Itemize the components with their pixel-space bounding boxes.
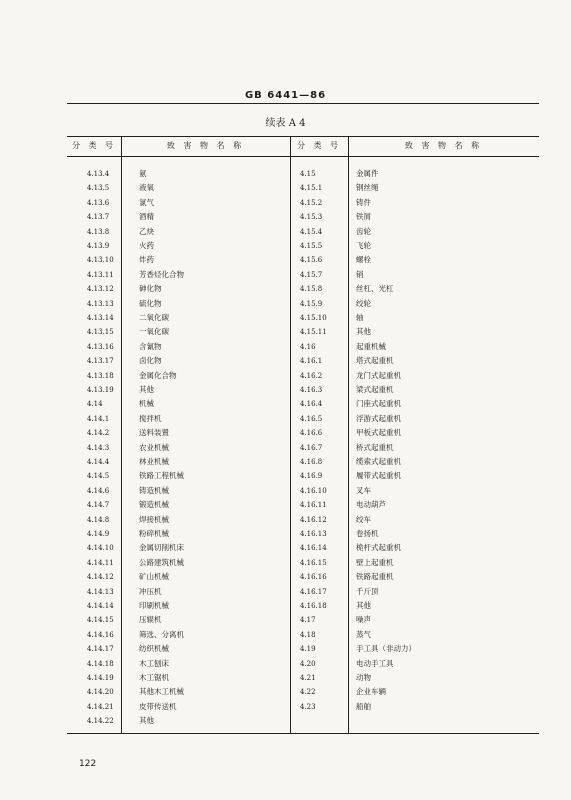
row-code: 4.15.2	[300, 198, 323, 207]
row-name: 千斤顶	[356, 586, 379, 596]
row-name: 蒸气	[356, 629, 371, 639]
row-code: 4.16.13	[300, 530, 327, 538]
row-code: 4.15.8	[300, 285, 323, 294]
row-code: 4.13.17	[87, 357, 114, 366]
row-code: 4.21	[300, 674, 316, 682]
table-top-rule	[67, 136, 539, 137]
row-code: 4.14.19	[87, 674, 114, 682]
row-name: 噪声	[356, 615, 371, 625]
row-code: 4.13.11	[87, 270, 114, 279]
row-code: 4.15.5	[300, 242, 323, 250]
row-name: 绞轮	[356, 298, 371, 308]
row-name: 火药	[139, 241, 154, 250]
row-name: 二氧化碳	[139, 313, 169, 322]
row-name: 龙门式起重机	[356, 370, 401, 380]
row-code: 4.13.10	[87, 256, 114, 265]
table-row	[67, 181, 539, 195]
row-name: 塔式起重机	[356, 356, 394, 366]
row-name: 电动手工具	[356, 658, 394, 668]
row-code: 4.18	[300, 630, 316, 639]
table-row	[67, 513, 539, 527]
header-rule	[67, 103, 539, 104]
row-name: 硫化物	[139, 298, 162, 308]
row-code: 4.20	[300, 659, 316, 668]
row-code: 4.14.4	[87, 458, 110, 466]
row-name: 绞车	[356, 514, 371, 524]
row-code: 4.16.15	[300, 558, 327, 567]
row-code: 4.14.21	[87, 702, 114, 711]
row-code: 4.14.1	[87, 414, 110, 423]
row-name: 缆索式起重机	[356, 457, 401, 466]
row-name: 氨	[139, 169, 147, 178]
row-code: 4.13.18	[87, 371, 114, 380]
row-name: 芳香烃化合物	[139, 269, 184, 279]
row-code: 4.15.1	[300, 184, 323, 193]
table-row	[67, 325, 539, 339]
standard-code: GB 6441—86	[244, 90, 327, 101]
row-code: 4.16.4	[300, 400, 323, 409]
row-code: 4.16.6	[300, 429, 323, 438]
row-code: 4.16.9	[300, 472, 323, 481]
row-code: 4.14.8	[87, 515, 110, 524]
table-row	[67, 369, 539, 383]
table-row	[67, 210, 539, 224]
row-name: 筛选、分离机	[139, 629, 184, 639]
row-code: 4.13.4	[87, 170, 110, 178]
row-code: 4.16.12	[300, 515, 327, 524]
row-code: 4.15	[300, 170, 316, 178]
row-code: 4.14.3	[87, 443, 110, 452]
table-row	[67, 671, 539, 685]
row-name: 纺织机械	[139, 644, 169, 654]
row-code: 4.14.12	[87, 573, 114, 582]
row-code: 4.14.13	[87, 587, 114, 596]
row-name: 卷扬机	[356, 529, 379, 538]
row-name: 乙炔	[139, 226, 154, 236]
row-code: 4.13.16	[87, 342, 114, 351]
row-code: 4.13.7	[87, 213, 110, 222]
row-name: 其他木工机械	[139, 687, 184, 697]
table-row	[67, 469, 539, 483]
table-row	[67, 297, 539, 311]
row-name: 金属化合物	[139, 370, 177, 380]
row-name: 履带式起重机	[356, 471, 401, 481]
row-code: 4.15.7	[300, 270, 323, 279]
row-name: 叉车	[356, 485, 371, 495]
row-name: 电动葫芦	[356, 500, 386, 510]
table-row	[67, 556, 539, 570]
column-header-name-right: 致 害 物 名 称	[404, 141, 483, 150]
row-code: 4.14.20	[87, 688, 114, 697]
row-name: 一氧化碳	[139, 327, 169, 337]
row-code: 4.17	[300, 616, 316, 625]
row-name: 炸药	[139, 255, 154, 265]
row-name: 粉碎机械	[139, 529, 169, 538]
row-name: 桥式起重机	[356, 442, 394, 452]
row-code: 4.16.7	[300, 443, 323, 452]
row-name: 起重机械	[356, 341, 386, 351]
row-name: 含氰物	[139, 341, 162, 351]
row-name: 铁路工程机械	[139, 471, 184, 481]
row-code: 4.16.2	[300, 371, 323, 380]
row-name: 其他	[139, 385, 154, 394]
row-name: 手工具（非动力）	[356, 644, 416, 654]
row-code: 4.16.10	[300, 486, 327, 495]
column-header-name-left: 致 害 物 名 称	[166, 141, 245, 150]
table-header-rule	[67, 156, 539, 157]
row-code: 4.15.9	[300, 299, 323, 308]
row-name: 丝杠、光杠	[356, 284, 394, 294]
table-row	[67, 253, 539, 267]
row-name: 矿山机械	[139, 572, 169, 582]
table-row	[67, 311, 539, 325]
row-name: 铁路起重机	[356, 572, 394, 582]
row-code: 4.16.16	[300, 573, 327, 582]
row-code: 4.15.3	[300, 213, 323, 222]
table-row	[67, 455, 539, 469]
table-row	[67, 599, 539, 613]
row-name: 铁屑	[356, 212, 371, 222]
table-row	[67, 527, 539, 541]
table-row	[67, 685, 539, 699]
row-code: 4.16	[300, 342, 316, 351]
table-row	[67, 268, 539, 282]
row-name: 酒精	[139, 212, 154, 222]
row-name: 送料装置	[139, 428, 169, 438]
row-code: 4.14.18	[87, 659, 114, 668]
table-row	[67, 441, 539, 455]
row-name: 其他	[139, 716, 154, 726]
row-name: 搅拌机	[139, 413, 162, 423]
row-name: 印刷机械	[139, 601, 169, 610]
table-row	[67, 239, 539, 253]
row-code: 4.14.9	[87, 530, 110, 538]
table-row	[67, 700, 539, 714]
row-name: 铸造机械	[139, 485, 169, 495]
row-code: 4.14.2	[87, 429, 110, 438]
column-header-code-left: 分 类 号	[71, 141, 117, 150]
row-code: 4.13.9	[87, 242, 110, 250]
table-row	[67, 412, 539, 426]
table-row	[67, 282, 539, 296]
row-name: 船舶	[356, 701, 371, 711]
table-row	[67, 498, 539, 512]
row-code: 4.16.11	[300, 501, 327, 510]
row-code: 4.14.6	[87, 486, 110, 495]
row-code: 4.14	[87, 400, 103, 409]
table-row	[67, 484, 539, 498]
row-code: 4.14.10	[87, 544, 114, 553]
table-row	[67, 225, 539, 239]
row-name: 动物	[356, 673, 371, 682]
row-name: 桅杆式起重机	[356, 543, 401, 553]
row-name: 飞轮	[356, 241, 371, 250]
table-row	[67, 657, 539, 671]
row-code: 4.16.8	[300, 458, 323, 466]
table-row	[67, 585, 539, 599]
row-name: 液氧	[139, 183, 154, 193]
table-row	[67, 714, 539, 728]
row-name: 冲压机	[139, 586, 162, 596]
row-code: 4.23	[300, 702, 316, 711]
row-name: 企业车辆	[356, 687, 386, 697]
row-name: 卤化物	[139, 356, 162, 366]
table-row	[67, 167, 539, 181]
table-row	[67, 570, 539, 584]
row-name: 木工锯机	[139, 673, 169, 682]
table-row	[67, 642, 539, 656]
row-name: 金属件	[356, 169, 379, 178]
row-code: 4.15.10	[300, 314, 327, 322]
table-caption: 续表 A 4	[265, 118, 306, 129]
row-name: 焊接机械	[139, 514, 169, 524]
row-code: 4.14.15	[87, 616, 114, 625]
row-code: 4.13.14	[87, 314, 114, 322]
row-name: 螺栓	[356, 255, 371, 265]
row-name: 林业机械	[139, 457, 169, 466]
row-code: 4.14.7	[87, 501, 110, 510]
row-code: 4.13.12	[87, 285, 114, 294]
row-code: 4.13.19	[87, 386, 114, 394]
row-name: 木工刨床	[139, 658, 169, 668]
table-row	[67, 426, 539, 440]
table-bottom-rule	[67, 733, 539, 734]
row-name: 浮游式起重机	[356, 413, 401, 423]
row-name: 销	[356, 269, 364, 279]
row-name: 钢丝绳	[356, 183, 379, 193]
row-code: 4.13.8	[87, 227, 110, 236]
row-name: 壁上起重机	[356, 557, 394, 567]
row-name: 公路建筑机械	[139, 557, 184, 567]
row-code: 4.13.13	[87, 299, 114, 308]
row-name: 其他	[356, 601, 371, 610]
row-code: 4.14.16	[87, 630, 114, 639]
row-code: 4.15.11	[300, 328, 327, 337]
row-name: 农业机械	[139, 442, 169, 452]
row-name: 皮带传送机	[139, 701, 177, 711]
row-code: 4.16.17	[300, 587, 327, 596]
row-name: 轴	[356, 313, 364, 322]
row-code: 4.13.15	[87, 328, 114, 337]
row-code: 4.16.14	[300, 544, 327, 553]
table-row	[67, 541, 539, 555]
row-code: 4.13.5	[87, 184, 110, 193]
row-code: 4.13.6	[87, 198, 110, 207]
row-code: 4.19	[300, 645, 316, 654]
row-code: 4.16.3	[300, 386, 323, 394]
table-row	[67, 613, 539, 627]
row-code: 4.14.14	[87, 602, 114, 610]
row-name: 锻造机械	[139, 500, 169, 510]
row-code: 4.15.6	[300, 256, 323, 265]
row-name: 机械	[139, 399, 154, 409]
row-name: 压辊机	[139, 615, 162, 625]
page-number: 122	[79, 759, 97, 769]
table-row	[67, 340, 539, 354]
row-code: 4.16.18	[300, 602, 327, 610]
row-name: 砷化物	[139, 284, 162, 294]
table-row	[67, 196, 539, 210]
table-row	[67, 383, 539, 397]
row-code: 4.15.4	[300, 227, 323, 236]
table-row	[67, 354, 539, 368]
row-code: 4.14.5	[87, 472, 110, 481]
row-code: 4.22	[300, 688, 316, 697]
table-row	[67, 628, 539, 642]
row-code: 4.14.17	[87, 645, 114, 654]
row-code: 4.16.5	[300, 414, 323, 423]
row-name: 门座式起重机	[356, 399, 401, 409]
row-code: 4.14.11	[87, 558, 114, 567]
row-code: 4.14.22	[87, 717, 114, 726]
row-name: 其他	[356, 327, 371, 337]
row-name: 铸件	[356, 197, 371, 207]
table	[67, 136, 539, 733]
row-code: 4.16.1	[300, 357, 323, 366]
row-name: 氯气	[139, 197, 154, 207]
column-header-code-right: 分 类 号	[296, 141, 342, 150]
table-row	[67, 397, 539, 411]
row-name: 金属切削机床	[139, 543, 184, 553]
row-name: 齿轮	[356, 226, 371, 236]
row-name: 甲板式起重机	[356, 428, 401, 438]
row-name: 梁式起重机	[356, 385, 394, 394]
